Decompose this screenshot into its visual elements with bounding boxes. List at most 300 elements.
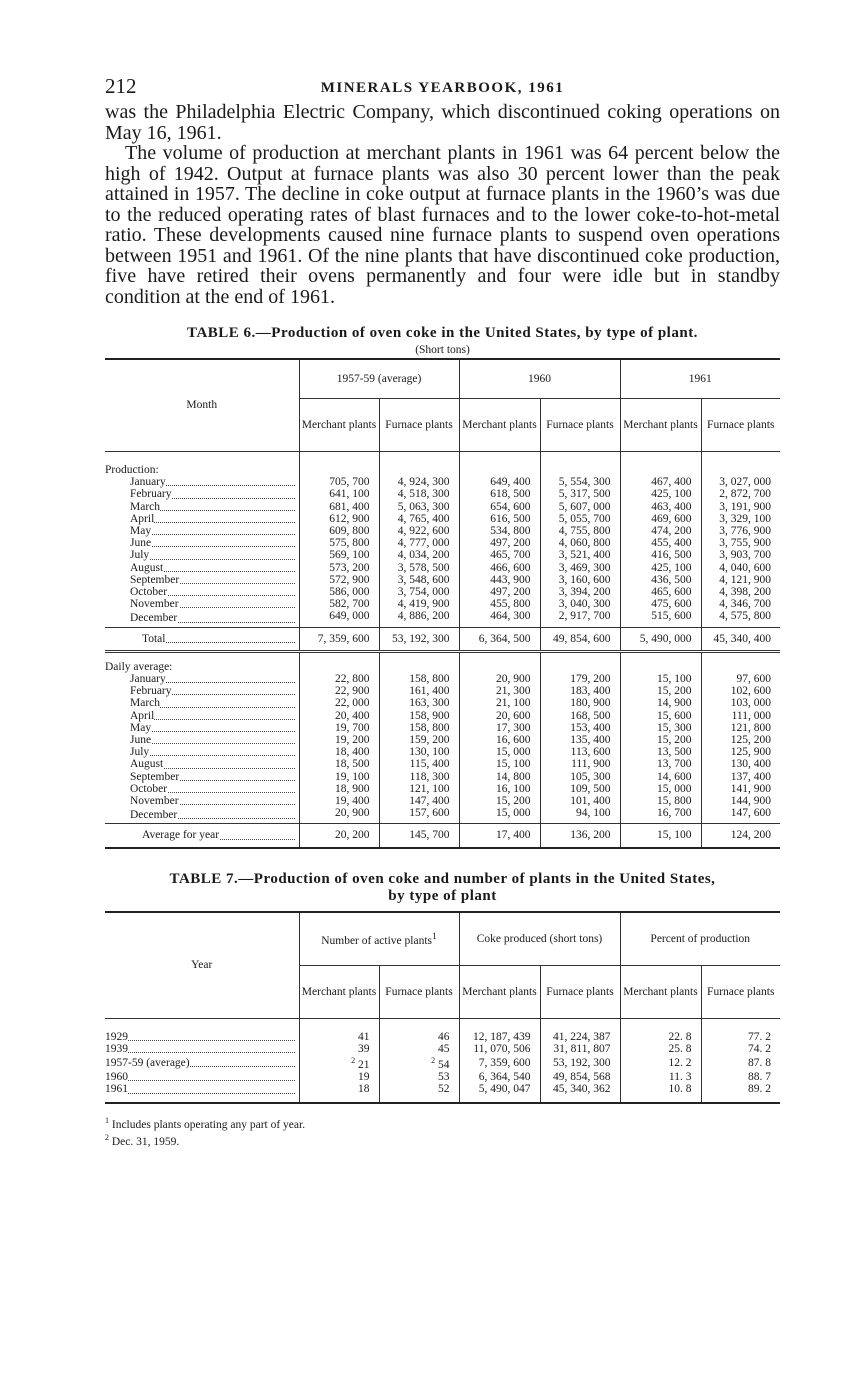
table-cell: 118, 300	[379, 771, 459, 783]
row-label-text: August	[130, 561, 164, 574]
table7-group-header: Percent of production	[620, 912, 780, 966]
table-cell: 2, 872, 700	[701, 488, 780, 500]
row-label	[105, 537, 299, 549]
summary-cell: 136, 200	[540, 824, 620, 848]
row-label	[105, 525, 299, 537]
table-cell: 153, 400	[540, 722, 620, 734]
table-cell	[459, 1043, 540, 1055]
table-cell: 425, 100	[620, 562, 701, 574]
table-cell: 15, 200	[620, 734, 701, 746]
table-cell: 425, 100	[620, 488, 701, 500]
row-label	[105, 734, 299, 746]
footnote	[105, 1114, 780, 1132]
table-row	[105, 598, 780, 610]
empty-cell	[701, 452, 780, 477]
table-row	[105, 1071, 780, 1083]
cell-value: 21	[358, 1058, 370, 1071]
row-label	[105, 771, 299, 783]
table-cell: 109, 500	[540, 783, 620, 795]
table-cell: 97, 600	[701, 673, 780, 685]
cell-value: 49, 854, 568	[553, 1071, 611, 1084]
cell-value: 19	[358, 1071, 370, 1084]
table6-period-header: 1960	[459, 359, 620, 399]
table-cell: 163, 300	[379, 697, 459, 709]
cell-value: 25. 8	[668, 1042, 692, 1055]
table6-col-header: Furnace plants	[540, 399, 620, 452]
table-row	[105, 783, 780, 795]
table-row	[105, 488, 780, 500]
table-cell: 180, 900	[540, 697, 620, 709]
table-cell: 4, 060, 800	[540, 537, 620, 549]
table7-group-header: Coke produced (short tons)	[459, 912, 620, 966]
table-cell: 4, 886, 200	[379, 610, 459, 627]
table-cell	[459, 1083, 540, 1102]
row-label-text: June	[130, 537, 152, 550]
table6-col-header: Merchant plants	[620, 399, 701, 452]
footnote-text: Includes plants operating any part of year.	[111, 1118, 306, 1131]
empty-cell	[540, 452, 620, 477]
row-label	[105, 501, 299, 513]
row-label	[105, 513, 299, 525]
cell-value: 11, 070, 506	[473, 1042, 531, 1055]
table7-col-header: Furnace plants	[701, 965, 780, 1018]
table-cell: 130, 100	[379, 746, 459, 758]
table-cell: 103, 000	[701, 697, 780, 709]
table-cell: 463, 400	[620, 501, 701, 513]
footnotes	[105, 1114, 780, 1150]
row-label	[105, 746, 299, 758]
table-row	[105, 501, 780, 513]
table-cell	[299, 1083, 379, 1102]
table-cell: 3, 191, 900	[701, 501, 780, 513]
row-label	[105, 574, 299, 586]
table-cell: 125, 200	[701, 734, 780, 746]
table6-col-header: Furnace plants	[701, 399, 780, 452]
empty-cell	[379, 651, 459, 673]
row-label-text: October	[130, 586, 168, 599]
table-cell: 3, 027, 000	[701, 476, 780, 488]
table-cell: 475, 600	[620, 598, 701, 610]
cell-value: 53	[438, 1071, 450, 1084]
table-cell: 4, 346, 700	[701, 598, 780, 610]
table-cell: 416, 500	[620, 549, 701, 561]
table6-col-header: Merchant plants	[459, 399, 540, 452]
cell-value: 74. 2	[748, 1042, 771, 1055]
table-cell: 466, 600	[459, 562, 540, 574]
table-cell	[459, 1071, 540, 1083]
empty-cell	[620, 651, 701, 673]
row-label	[105, 807, 299, 824]
table-cell: 147, 400	[379, 795, 459, 807]
table-cell: 436, 500	[620, 574, 701, 586]
table-cell: 168, 500	[540, 710, 620, 722]
cell-value: 54	[438, 1058, 450, 1071]
table-cell: 618, 500	[459, 488, 540, 500]
table-cell: 5, 063, 300	[379, 501, 459, 513]
row-label	[105, 697, 299, 709]
table-cell: 4, 575, 800	[701, 610, 780, 627]
table-cell: 497, 200	[459, 537, 540, 549]
table-cell: 18, 900	[299, 783, 379, 795]
table-cell: 4, 755, 800	[540, 525, 620, 537]
table-cell	[299, 1055, 379, 1071]
row-label-text: 1929	[105, 1030, 128, 1043]
table-cell	[379, 1071, 459, 1083]
table-cell: 4, 040, 600	[701, 562, 780, 574]
table7-col-header: Merchant plants	[459, 965, 540, 1018]
row-label-text: April	[130, 512, 155, 525]
table-cell: 649, 400	[459, 476, 540, 488]
table-cell	[299, 1018, 379, 1043]
table-cell: 130, 400	[701, 758, 780, 770]
table-cell: 14, 800	[459, 771, 540, 783]
document-page	[105, 72, 780, 1149]
footnote-text: Dec. 31, 1959.	[111, 1136, 180, 1149]
table-cell: 15, 300	[620, 722, 701, 734]
table-cell: 15, 000	[459, 807, 540, 824]
table-cell: 474, 200	[620, 525, 701, 537]
table-cell: 497, 200	[459, 586, 540, 598]
table-cell: 609, 800	[299, 525, 379, 537]
table6-stub-header: Month	[105, 359, 299, 452]
summary-cell: 5, 490, 000	[620, 627, 701, 651]
table7-caption-line1: TABLE 7.—Production of oven coke and number of plants in the United States,	[169, 870, 716, 887]
table-cell	[379, 1018, 459, 1043]
table-cell: 20, 900	[299, 807, 379, 824]
row-label	[105, 1055, 299, 1071]
row-label	[105, 1043, 299, 1055]
table-cell: 4, 034, 200	[379, 549, 459, 561]
table-cell: 22, 900	[299, 685, 379, 697]
table-cell: 5, 055, 700	[540, 513, 620, 525]
table-cell	[459, 1018, 540, 1043]
cell-value: 41, 224, 387	[553, 1030, 611, 1043]
table-cell: 573, 200	[299, 562, 379, 574]
table-cell: 575, 800	[299, 537, 379, 549]
table-cell: 20, 600	[459, 710, 540, 722]
row-label-text: January	[130, 673, 166, 686]
table-cell: 582, 700	[299, 598, 379, 610]
table-cell: 15, 200	[620, 685, 701, 697]
table-cell: 467, 400	[620, 476, 701, 488]
row-label	[105, 1071, 299, 1083]
table-cell: 3, 578, 500	[379, 562, 459, 574]
cell-value: 46	[438, 1030, 450, 1043]
table-cell: 20, 900	[459, 673, 540, 685]
row-label	[105, 610, 299, 627]
row-label	[105, 710, 299, 722]
table-cell: 16, 600	[459, 734, 540, 746]
table-cell	[620, 1018, 701, 1043]
table-cell: 3, 548, 600	[379, 574, 459, 586]
row-label-text: October	[130, 782, 168, 795]
table-cell: 641, 100	[299, 488, 379, 500]
row-label-text: March	[130, 500, 161, 513]
table-cell	[379, 1043, 459, 1055]
table-row	[105, 574, 780, 586]
table-cell: 455, 800	[459, 598, 540, 610]
row-label-text: June	[130, 734, 152, 747]
table-cell: 94, 100	[540, 807, 620, 824]
row-label-text: 1957-59 (average)	[105, 1057, 190, 1069]
empty-cell	[620, 452, 701, 477]
table-row	[105, 746, 780, 758]
summary-cell: 124, 200	[701, 824, 780, 848]
summary-cell: 7, 359, 600	[299, 627, 379, 651]
table-cell: 572, 900	[299, 574, 379, 586]
table-cell: 3, 469, 300	[540, 562, 620, 574]
table-row	[105, 758, 780, 770]
table-cell: 465, 700	[459, 549, 540, 561]
table-cell: 569, 100	[299, 549, 379, 561]
section-row	[105, 651, 780, 673]
table-cell: 15, 200	[459, 795, 540, 807]
cell-value: 12. 2	[668, 1057, 692, 1069]
row-label	[105, 1083, 299, 1102]
table-cell: 3, 755, 900	[701, 537, 780, 549]
table-cell: 465, 600	[620, 586, 701, 598]
table7-col-header: Merchant plants	[299, 965, 379, 1018]
row-label-text: January	[130, 476, 166, 489]
cell-value: 39	[358, 1042, 370, 1055]
footnote-ref: 2	[431, 1056, 436, 1066]
cell-value: 89. 2	[748, 1083, 771, 1096]
footnote	[105, 1131, 780, 1149]
summary-cell: 45, 340, 400	[701, 627, 780, 651]
table-cell	[701, 1018, 780, 1043]
row-label	[105, 1018, 299, 1043]
table-cell: 19, 100	[299, 771, 379, 783]
row-label	[105, 488, 299, 500]
table-row	[105, 1055, 780, 1071]
table-cell: 183, 400	[540, 685, 620, 697]
row-label-text: July	[130, 549, 150, 562]
row-label	[105, 795, 299, 807]
row-label	[105, 627, 299, 651]
row-label-text: April	[130, 709, 155, 722]
table-row	[105, 562, 780, 574]
empty-cell	[299, 452, 379, 477]
table-cell: 3, 521, 400	[540, 549, 620, 561]
table7-col-header: Furnace plants	[540, 965, 620, 1018]
table-cell	[299, 1071, 379, 1083]
paragraph: The volume of production at merchant plants in 1961 was 64 percent below the high of 1942. Output at furnace plants was also 30 percent lower than the peak attained in 1957. The decline in coke output at furnace plants in the 1960’s was due to the reduced operating rates of blast furnaces and to the lower coke-to-hot-metal ratio. These developments caused nine furnace plants to suspend oven operations between 1951 and 1961. Of the nine plants that have discontinued coke production, five have retired their ovens permanently and four were idle but in standby condition at the end of 1961.	[105, 142, 780, 308]
table-cell: 14, 600	[620, 771, 701, 783]
summary-cell: 49, 854, 600	[540, 627, 620, 651]
table-cell	[379, 1083, 459, 1102]
row-label	[105, 598, 299, 610]
table-cell: 5, 554, 300	[540, 476, 620, 488]
table-cell: 4, 777, 000	[379, 537, 459, 549]
table-cell: 18, 500	[299, 758, 379, 770]
table-cell	[540, 1055, 620, 1071]
table-cell: 3, 394, 200	[540, 586, 620, 598]
row-label	[105, 783, 299, 795]
table-cell: 121, 100	[379, 783, 459, 795]
table-cell: 15, 000	[459, 746, 540, 758]
table7-caption-line2: by type of plant	[388, 887, 497, 904]
row-label	[105, 685, 299, 697]
cell-value: 87. 8	[748, 1057, 771, 1069]
table-cell: 616, 500	[459, 513, 540, 525]
table-cell: 147, 600	[701, 807, 780, 824]
row-label-text: May	[130, 525, 152, 538]
empty-cell	[540, 651, 620, 673]
table-row	[105, 1043, 780, 1055]
table-cell: 101, 400	[540, 795, 620, 807]
table-cell: 16, 700	[620, 807, 701, 824]
table-cell: 705, 700	[299, 476, 379, 488]
empty-cell	[459, 651, 540, 673]
table-row	[105, 697, 780, 709]
row-label-text: 1960	[105, 1071, 128, 1084]
footnote-ref: 2	[351, 1056, 356, 1066]
cell-value: 6, 364, 540	[478, 1071, 531, 1084]
row-label	[105, 673, 299, 685]
cell-value: 45	[438, 1042, 450, 1055]
table-cell: 4, 419, 900	[379, 598, 459, 610]
cell-value: 12, 187, 439	[473, 1030, 531, 1043]
footnote-mark: 1	[105, 1115, 109, 1125]
table-cell: 161, 400	[379, 685, 459, 697]
table-row	[105, 771, 780, 783]
table-cell: 115, 400	[379, 758, 459, 770]
table-cell	[701, 1043, 780, 1055]
table-cell: 18, 400	[299, 746, 379, 758]
table-row	[105, 1083, 780, 1102]
row-label	[105, 758, 299, 770]
table-cell: 3, 776, 900	[701, 525, 780, 537]
table-cell: 135, 400	[540, 734, 620, 746]
table-cell: 141, 900	[701, 783, 780, 795]
table-cell: 534, 800	[459, 525, 540, 537]
table-cell: 4, 398, 200	[701, 586, 780, 598]
row-label-text: August	[130, 758, 164, 771]
table6	[105, 358, 780, 849]
table-cell: 159, 200	[379, 734, 459, 746]
summary-cell: 6, 364, 500	[459, 627, 540, 651]
table-cell: 20, 400	[299, 710, 379, 722]
table-cell: 13, 700	[620, 758, 701, 770]
row-label-text: February	[130, 685, 172, 698]
table-cell: 15, 600	[620, 710, 701, 722]
table-cell: 464, 300	[459, 610, 540, 627]
table7-group-header	[299, 912, 459, 966]
cell-value: 41	[358, 1030, 370, 1043]
table-row	[105, 549, 780, 561]
table-cell: 121, 800	[701, 722, 780, 734]
cell-value: 53, 192, 300	[553, 1057, 611, 1069]
cell-value: 10. 8	[668, 1083, 692, 1096]
table-cell: 19, 700	[299, 722, 379, 734]
cell-value: 88. 7	[748, 1071, 771, 1084]
table-cell: 15, 100	[620, 673, 701, 685]
cell-value: 45, 340, 362	[553, 1083, 611, 1096]
footnote-ref: 1	[432, 930, 437, 942]
table-cell: 158, 800	[379, 722, 459, 734]
empty-cell	[459, 452, 540, 477]
row-label-text: December	[130, 809, 178, 822]
table-cell: 3, 903, 700	[701, 549, 780, 561]
summary-cell: 15, 100	[620, 824, 701, 848]
table-cell: 4, 922, 600	[379, 525, 459, 537]
table-row	[105, 710, 780, 722]
table-cell	[540, 1071, 620, 1083]
table-cell: 3, 754, 000	[379, 586, 459, 598]
cell-value: 31, 811, 807	[553, 1042, 611, 1055]
table-row	[105, 673, 780, 685]
table7-caption	[105, 871, 780, 905]
table-cell: 5, 317, 500	[540, 488, 620, 500]
table-cell: 21, 300	[459, 685, 540, 697]
table7	[105, 911, 780, 1104]
row-label	[105, 476, 299, 488]
table-cell: 5, 607, 000	[540, 501, 620, 513]
table-cell: 654, 600	[459, 501, 540, 513]
table-cell: 3, 329, 100	[701, 513, 780, 525]
table-cell: 16, 100	[459, 783, 540, 795]
table-cell: 105, 300	[540, 771, 620, 783]
table7-stub-header: Year	[105, 912, 299, 1019]
cell-value: 52	[438, 1083, 450, 1096]
table-cell: 17, 300	[459, 722, 540, 734]
empty-cell	[701, 651, 780, 673]
cell-value: 5, 490, 047	[478, 1083, 531, 1096]
table-row	[105, 476, 780, 488]
table-cell: 15, 000	[620, 783, 701, 795]
table-cell: 14, 900	[620, 697, 701, 709]
table-cell: 113, 600	[540, 746, 620, 758]
table-row	[105, 513, 780, 525]
table-cell: 2, 917, 700	[540, 610, 620, 627]
table6-period-header: 1961	[620, 359, 780, 399]
table7-col-header: Merchant plants	[620, 965, 701, 1018]
section-label: Production:	[105, 464, 159, 476]
table-cell: 158, 800	[379, 673, 459, 685]
table-cell	[379, 1055, 459, 1071]
table-cell: 4, 518, 300	[379, 488, 459, 500]
empty-cell	[379, 452, 459, 477]
table-cell: 144, 900	[701, 795, 780, 807]
table-cell	[459, 1055, 540, 1071]
table-row	[105, 610, 780, 627]
table6-col-header: Merchant plants	[299, 399, 379, 452]
row-label-text: 1961	[105, 1083, 128, 1096]
section-row	[105, 452, 780, 477]
table-cell: 4, 121, 900	[701, 574, 780, 586]
table-cell	[620, 1043, 701, 1055]
table-cell: 586, 000	[299, 586, 379, 598]
table-cell: 21, 100	[459, 697, 540, 709]
row-label-text: Total	[142, 632, 166, 645]
page-number: 212	[105, 74, 137, 98]
row-label	[105, 722, 299, 734]
paragraph-continued: was the Philadelphia Electric Company, which discontinued coking operations on May 16, 1961.	[105, 101, 780, 144]
cell-value: 7, 359, 600	[478, 1057, 531, 1069]
table-cell: 19, 200	[299, 734, 379, 746]
row-label-text: December	[130, 612, 178, 625]
cell-value: 11. 3	[668, 1071, 692, 1084]
row-label	[105, 562, 299, 574]
table-cell	[701, 1083, 780, 1102]
footnote-mark: 2	[105, 1133, 109, 1143]
summary-row	[105, 627, 780, 651]
row-label	[105, 586, 299, 598]
summary-row	[105, 824, 780, 848]
table7-col-header: Furnace plants	[379, 965, 459, 1018]
row-label-text: July	[130, 746, 150, 759]
table-row	[105, 1018, 780, 1043]
